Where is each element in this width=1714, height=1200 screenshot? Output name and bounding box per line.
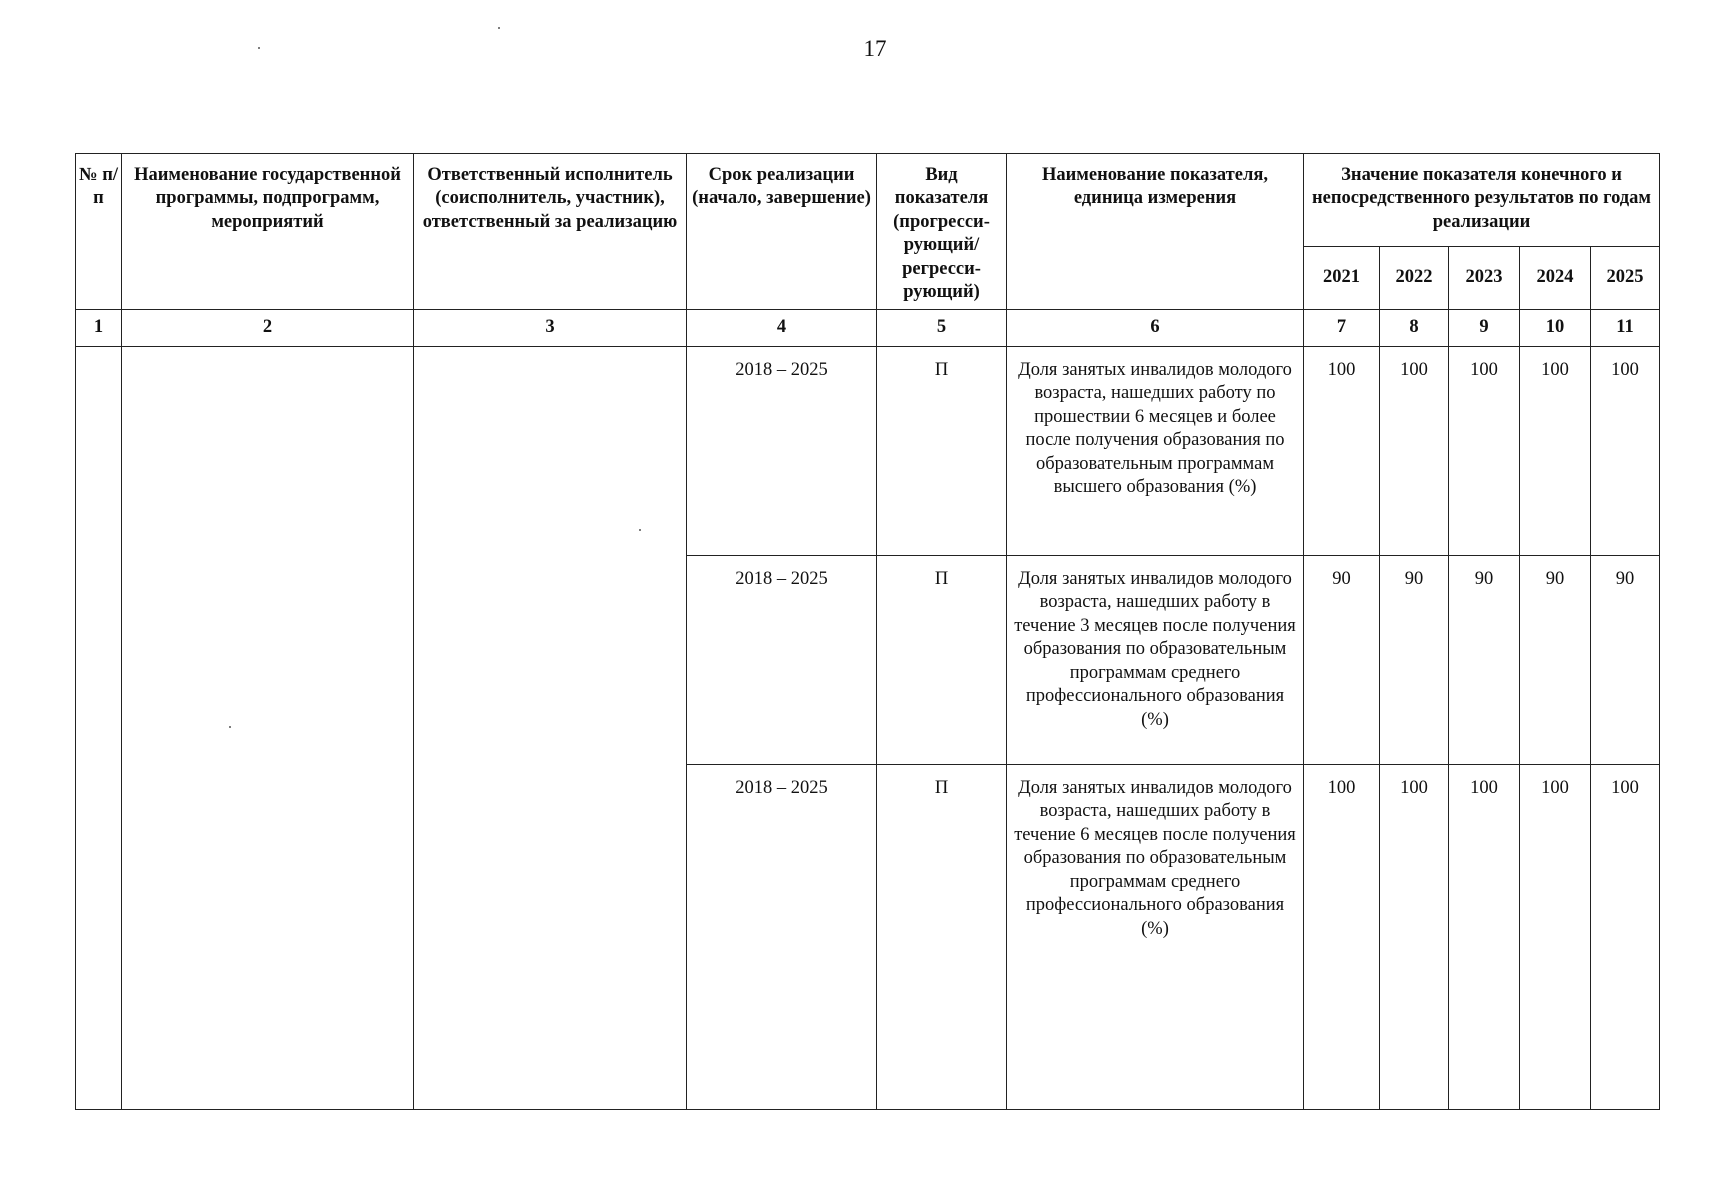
column-number: 8 — [1380, 310, 1449, 347]
cell-program-name-empty — [122, 347, 414, 1110]
scan-speck — [258, 47, 260, 49]
column-number: 6 — [1007, 310, 1304, 347]
cell-period: 2018 – 2025 — [687, 765, 877, 1110]
column-number: 4 — [687, 310, 877, 347]
column-number: 11 — [1591, 310, 1660, 347]
column-number-row — [76, 310, 1660, 347]
header-year: 2022 — [1380, 247, 1449, 310]
cell-period: 2018 – 2025 — [687, 347, 877, 556]
header-program-name: Наименование государственной программы, подпрограмм, мероприятий — [122, 154, 414, 310]
cell-value-2023: 90 — [1449, 556, 1520, 765]
cell-responsible-empty — [414, 347, 687, 1110]
column-number: 2 — [122, 310, 414, 347]
cell-value-2021: 100 — [1304, 765, 1380, 1110]
cell-indicator-type: П — [877, 765, 1007, 1110]
cell-value-2022: 100 — [1380, 765, 1449, 1110]
cell-indicator-type: П — [877, 347, 1007, 556]
cell-value-2024: 100 — [1520, 347, 1591, 556]
column-number: 10 — [1520, 310, 1591, 347]
cell-value-2022: 90 — [1380, 556, 1449, 765]
column-number: 7 — [1304, 310, 1380, 347]
scan-speck — [498, 27, 500, 29]
cell-value-2025: 100 — [1591, 347, 1660, 556]
column-number: 9 — [1449, 310, 1520, 347]
cell-value-2024: 90 — [1520, 556, 1591, 765]
cell-value-2025: 100 — [1591, 765, 1660, 1110]
cell-value-2025: 90 — [1591, 556, 1660, 765]
header-period: Срок реализации (начало, завершение) — [687, 154, 877, 310]
header-responsible: Ответственный исполнитель (соисполнитель, участник), ответственный за реализацию — [414, 154, 687, 310]
cell-value-2023: 100 — [1449, 347, 1520, 556]
header-values-group: Значение показателя конечного и непосредственного результатов по годам реализации — [1304, 154, 1660, 247]
header-year: 2024 — [1520, 247, 1591, 310]
header-year: 2023 — [1449, 247, 1520, 310]
cell-indicator-type: П — [877, 556, 1007, 765]
header-row — [76, 154, 1660, 247]
header-indicator-type: Вид показателя (прогресси-рующий/ регресси-рующий) — [877, 154, 1007, 310]
column-number: 3 — [414, 310, 687, 347]
column-number: 5 — [877, 310, 1007, 347]
cell-value-2021: 90 — [1304, 556, 1380, 765]
indicators-table — [75, 153, 1660, 1110]
table-row — [76, 347, 1660, 556]
header-indicator-name: Наименование показателя, единица измерения — [1007, 154, 1304, 310]
cell-indicator-name: Доля занятых инвалидов молодого возраста, нашедших работу в течение 3 месяцев после получения образования по образовательным программам среднего профессионального образования (%) — [1007, 556, 1304, 765]
cell-value-2022: 100 — [1380, 347, 1449, 556]
header-year: 2025 — [1591, 247, 1660, 310]
cell-number-empty — [76, 347, 122, 1110]
column-number: 1 — [76, 310, 122, 347]
cell-indicator-name: Доля занятых инвалидов молодого возраста, нашедших работу по прошествии 6 месяцев и более после получения образования по образовательным программам высшего образования (%) — [1007, 347, 1304, 556]
page-number: 17 — [863, 36, 887, 61]
cell-value-2024: 100 — [1520, 765, 1591, 1110]
header-number: № п/п — [76, 154, 122, 310]
cell-period: 2018 – 2025 — [687, 556, 877, 765]
header-year: 2021 — [1304, 247, 1380, 310]
cell-value-2021: 100 — [1304, 347, 1380, 556]
cell-value-2023: 100 — [1449, 765, 1520, 1110]
cell-indicator-name: Доля занятых инвалидов молодого возраста, нашедших работу в течение 6 месяцев после получения образования по образовательным программам среднего профессионального образования (%) — [1007, 765, 1304, 1110]
